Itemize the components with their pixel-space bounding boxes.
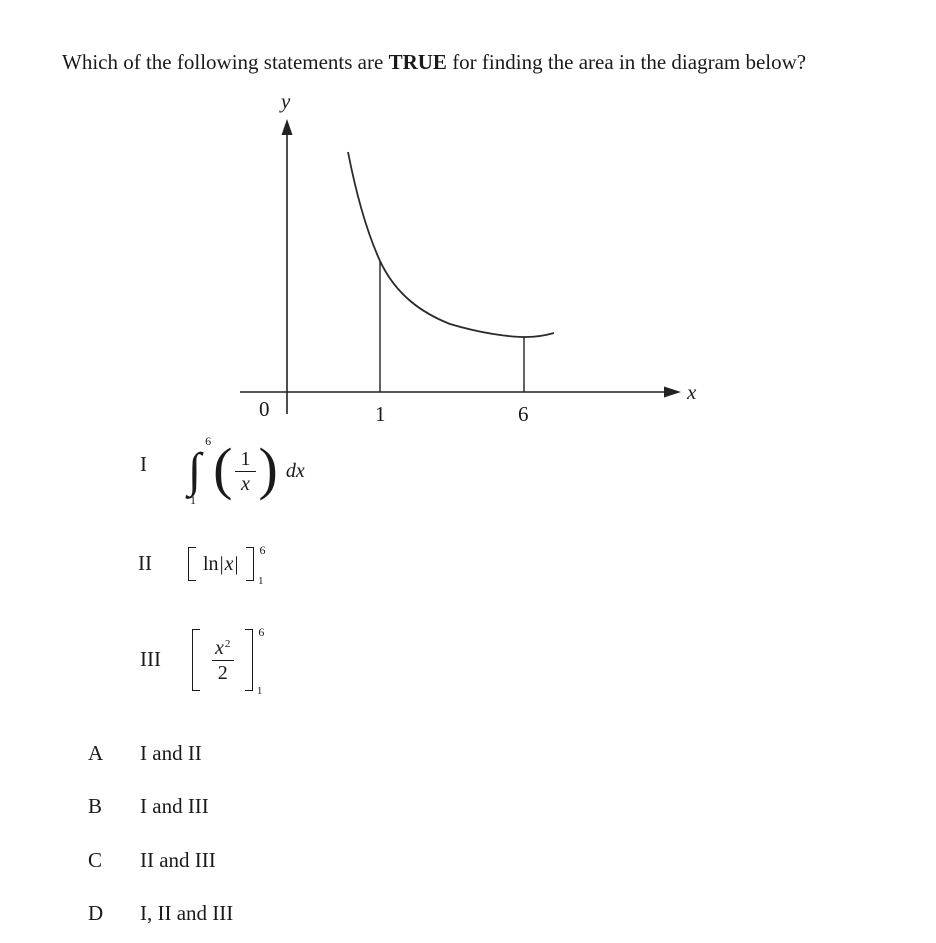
variable-x: x: [215, 636, 224, 659]
option-a-letter: A: [88, 741, 104, 765]
bracket-lower-limit: 1: [256, 685, 263, 697]
option-d-letter: D: [88, 901, 104, 925]
x-axis-label: x: [687, 380, 697, 404]
differential-dx: dx: [285, 459, 305, 482]
question-bold-word: TRUE: [388, 50, 447, 74]
option-a-text: I and II: [140, 741, 202, 765]
question-prefix: Which of the following statements are: [62, 50, 389, 74]
integral-upper-limit: 6: [205, 434, 212, 448]
fraction-numerator: 1: [240, 447, 251, 470]
reciprocal-curve: [348, 152, 554, 337]
option-d: [88, 901, 233, 926]
fraction-denominator: x: [235, 471, 256, 496]
y-axis-label: y: [281, 89, 291, 113]
option-b-text: I and III: [140, 794, 209, 818]
fraction-x-squared-over-2: [209, 636, 236, 685]
statement-3-label: III: [140, 647, 161, 671]
statement-1-label: I: [140, 452, 147, 476]
fraction-numerator: [209, 636, 236, 660]
option-c: [88, 848, 216, 873]
bracket-upper-limit: 6: [259, 543, 266, 557]
option-c-letter: C: [88, 848, 103, 872]
right-absolute-bar: |: [234, 552, 239, 575]
right-bracket-with-limits: [239, 543, 266, 587]
question-suffix: for finding the area in the diagram below?: [446, 50, 807, 74]
statement-1-expression: [186, 434, 305, 508]
option-b-letter: B: [88, 794, 103, 818]
option-a: [88, 741, 202, 766]
right-parenthesis: ): [258, 436, 278, 501]
integral-sign: ∫: [188, 444, 202, 497]
integral-lower-limit: 1: [190, 493, 196, 507]
integral-with-limits: [186, 434, 213, 508]
option-c-text: II and III: [140, 848, 216, 872]
option-b: [88, 794, 209, 819]
bracket-lower-limit: 1: [257, 575, 264, 587]
ln-function: ln: [203, 552, 219, 575]
fraction-1-over-x: [234, 447, 256, 496]
left-bracket: [192, 629, 200, 691]
left-bracket: [188, 547, 196, 581]
origin-label: 0: [259, 397, 270, 421]
variable-x: x: [224, 552, 234, 575]
exponent-2: 2: [224, 637, 231, 650]
tick-label-1: 1: [375, 402, 386, 426]
right-bracket: [246, 547, 254, 581]
statement-2-label: II: [138, 551, 152, 575]
bracket-upper-limit: 6: [258, 625, 265, 639]
option-d-text: I, II and III: [140, 901, 234, 925]
tick-label-6: 6: [518, 402, 529, 426]
right-bracket-with-limits: [238, 625, 265, 697]
left-parenthesis: (: [213, 436, 233, 501]
x-axis-arrowhead-icon: [664, 387, 681, 398]
right-bracket: [245, 629, 253, 691]
statement-2-expression: [188, 543, 266, 587]
statement-3-expression: [192, 625, 265, 697]
y-axis-arrowhead-icon: [282, 119, 293, 135]
fraction-denominator: 2: [212, 660, 234, 685]
area-diagram: [230, 88, 710, 438]
question-text: [62, 50, 806, 75]
left-absolute-bar: |: [219, 552, 224, 575]
